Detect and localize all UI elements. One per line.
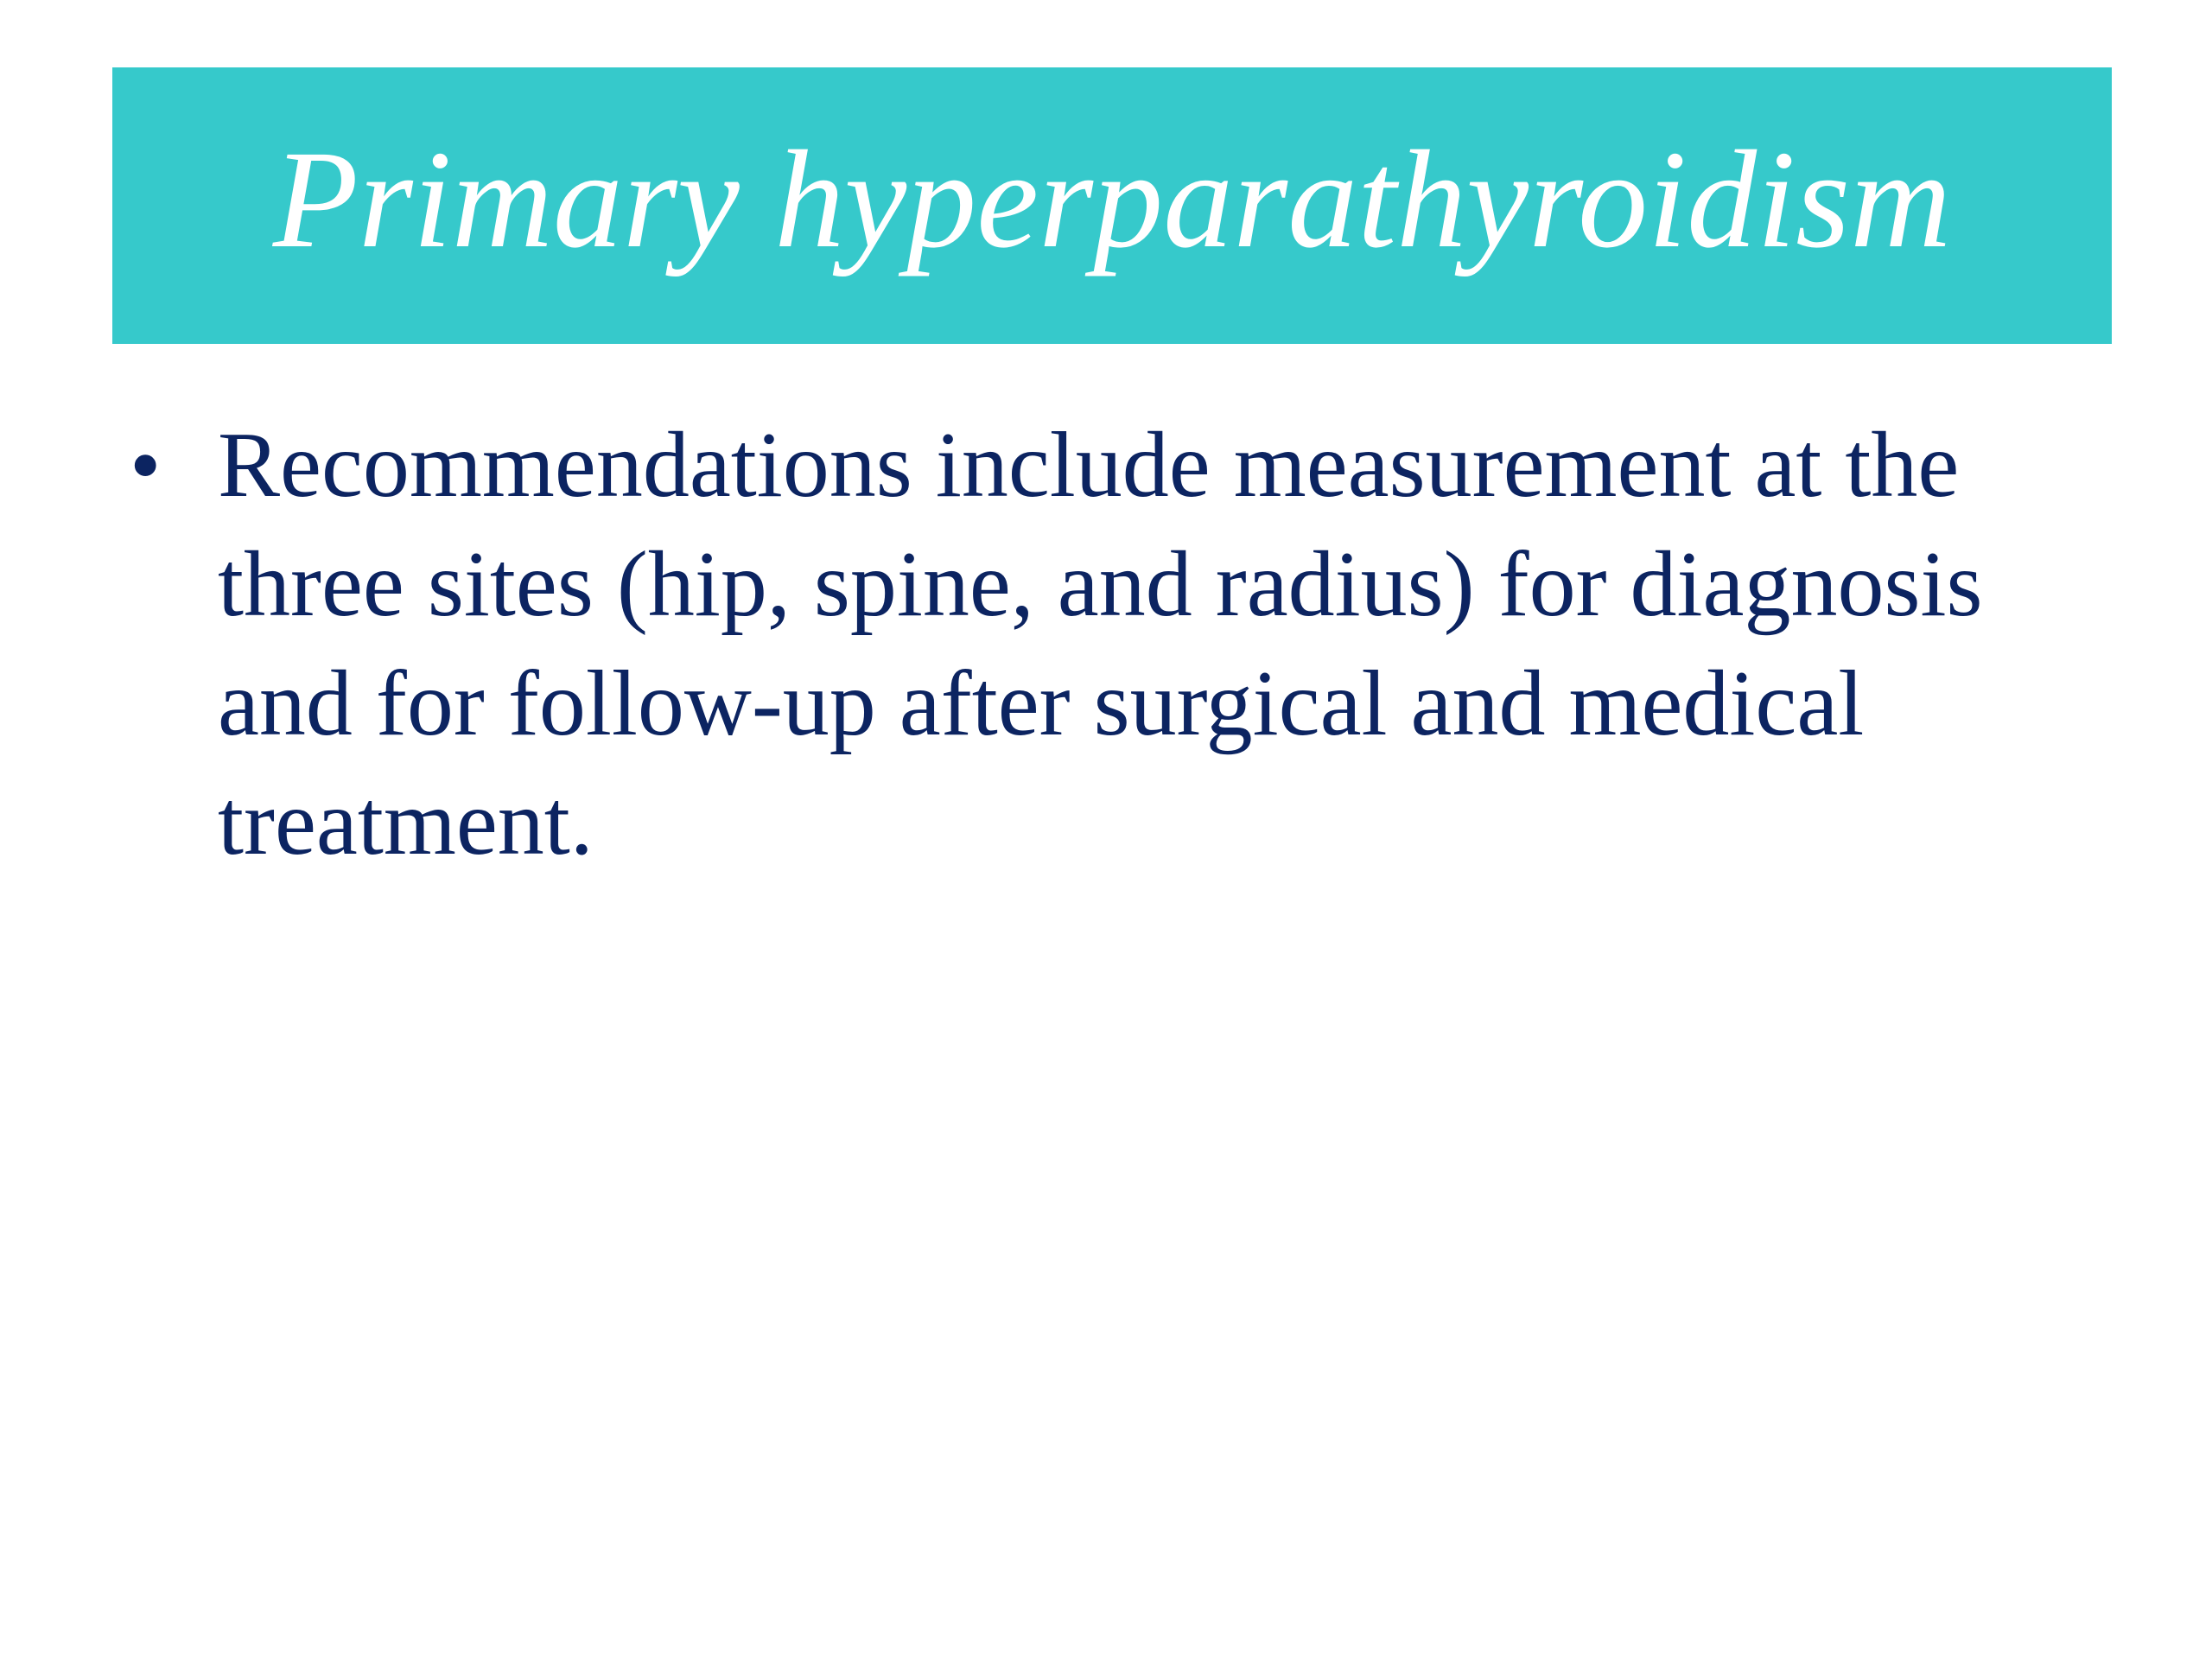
bullet-item bbox=[130, 406, 2143, 883]
bullet-text: Recommendations include measurement at the three sites (hip, spine, and radius) for diagnosis and for follow-up after surgical and medical treatment. bbox=[218, 414, 1983, 874]
slide-title: Primary hyperparathyroidism bbox=[272, 123, 1952, 277]
title-banner bbox=[112, 67, 2112, 344]
slide-body bbox=[130, 406, 2143, 883]
bullet-marker: • bbox=[130, 416, 162, 515]
